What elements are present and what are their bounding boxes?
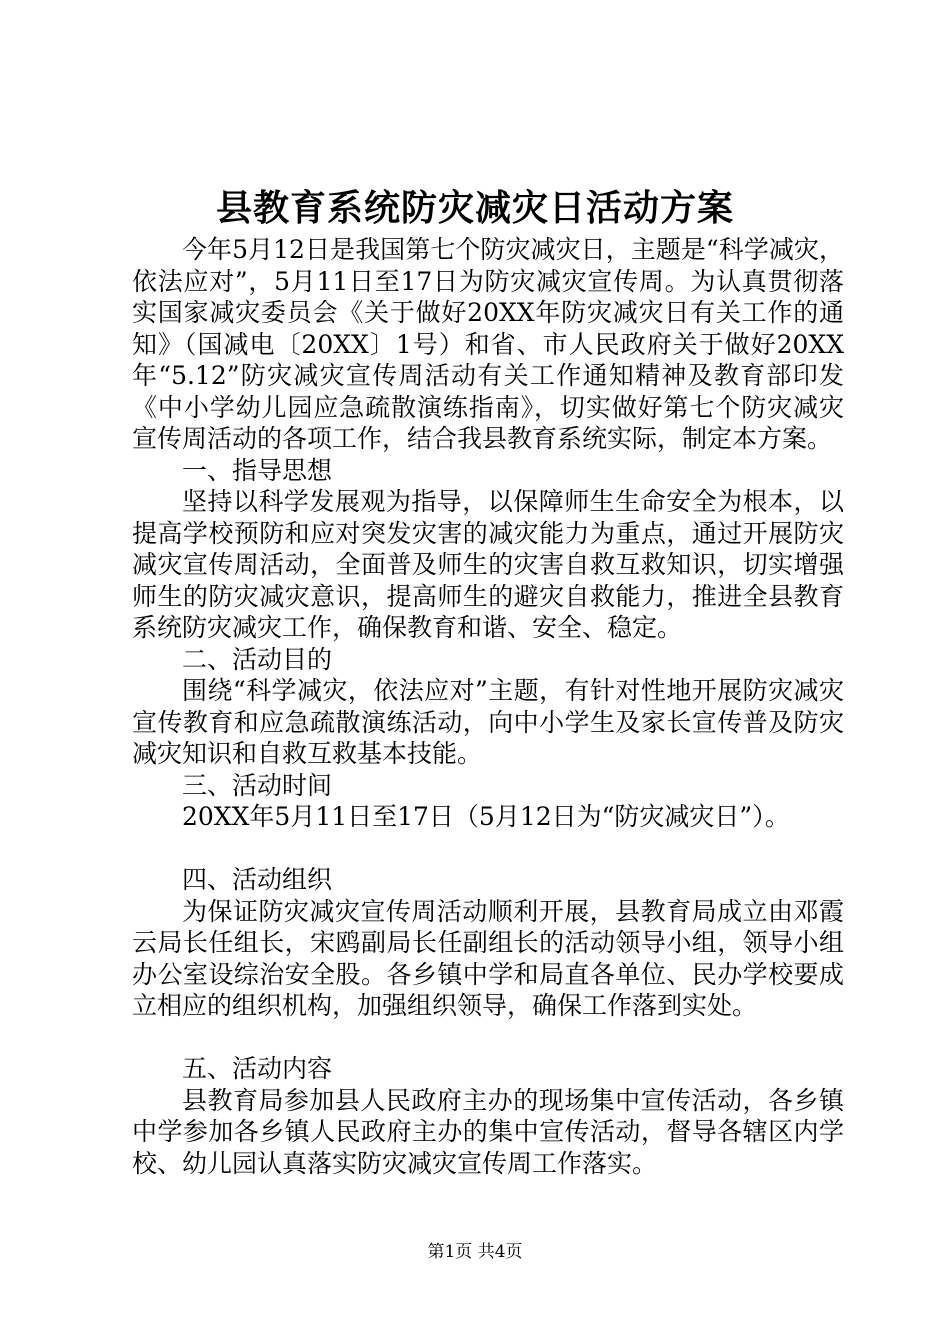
section-text-organization: 为保证防灾减灾宣传周活动顺利开展，县教育局成立由邓霞云局长任组长，宋鸥副局长任副组长的活动领导小组，领导小组办公室设综治安全股。各乡镇中学和局直各单位、民办学校要成立相应的组织机构，加强组织领导，确保工作落到实处。: [132, 896, 844, 1020]
blank-line: [132, 1022, 844, 1054]
section-text-purpose: 围绕“科学减灾，依法应对”主题，有针对性地开展防灾减灾宣传教育和应急疏散演练活动，向中小学生及家长宣传普及防灾减灾知识和自救互救基本技能。: [132, 676, 844, 768]
section-heading-time: 三、活动时间: [182, 770, 333, 800]
section-text-time: 20XX年5月11日至17日（5月12日为“防灾减灾日”）。: [182, 802, 790, 831]
section-heading-guiding-ideology: 一、指导思想: [182, 455, 333, 485]
section-heading-content: 五、活动内容: [182, 1054, 333, 1083]
section-heading-purpose: 二、活动目的: [182, 644, 333, 674]
section-text-content: 县教育局参加县人民政府主办的现场集中宣传活动，各乡镇中学参加各乡镇人民政府主办的集中宣传活动，督导各辖区内学校、幼儿园认真落实防灾减灾宣传周工作落实。: [132, 1085, 844, 1178]
document-title: 县教育系统防灾减灾日活动方案: [215, 187, 734, 229]
intro-paragraph: 今年5月12日是我国第七个防灾减灾日，主题是“科学减灾，依法应对”，5月11日至17日为防灾减灾宣传周。为认真贯彻落实国家减灾委员会《关于做好20XX年防灾减灾日有关工作的通知》（国减电〔20XX〕1号）和省、市人民政府关于做好20XX年“5.12”防灾减灾宣传周活动有关工作通知精神及教育部印发《中小学幼儿园应急疏散演练指南》，切实做好第七个防灾减灾宣传周活动的各项工作，结合我县教育系统实际，制定本方案。: [132, 235, 844, 453]
page-footer: 第1页 共4页: [427, 1242, 523, 1262]
document-body: [132, 234, 844, 1179]
blank-line: [132, 833, 844, 865]
section-text-guiding-ideology: 坚持以科学发展观为指导，以保障师生生命安全为根本，以提高学校预防和应对突发灾害的减灾能力为重点，通过开展防灾减灾宣传周活动，全面普及师生的灾害自救互救知识，切实增强师生的防灾减灾意识，提高师生的避灾自救能力，推进全县教育系统防灾减灾工作，确保教育和谐、安全、稳定。: [132, 487, 844, 642]
section-heading-organization: 四、活动组织: [182, 865, 333, 894]
